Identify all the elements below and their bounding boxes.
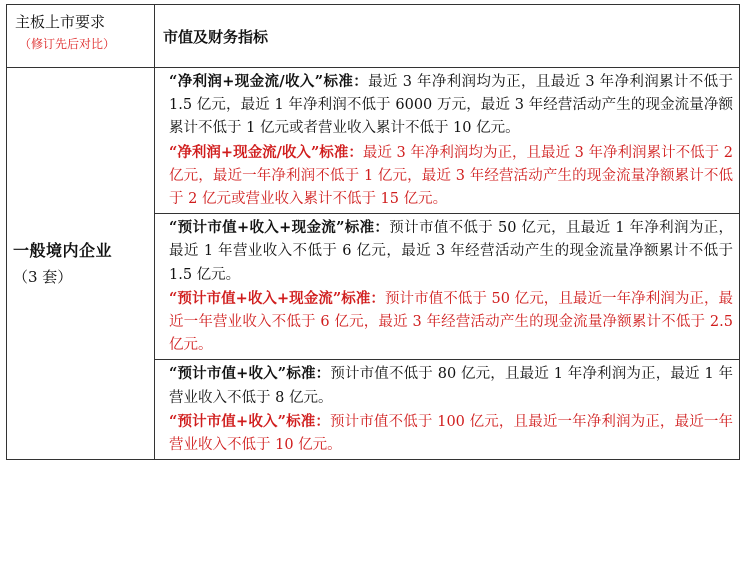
old-criteria [163,216,733,287]
old-criteria [163,362,733,409]
new-criteria-text: 预计市值不低于 100 亿元，且最近一年净利润为正，最近一年营业收入不低于 10 亿元。 [169,413,733,454]
header-right-title: 市值及财务指标 [155,5,740,68]
new-criteria-label: “预计市值+收入”标准： [169,412,330,430]
new-criteria-text: 最近 3 年净利润均为正，且最近 3 年净利润累计不低于 2 亿元，最近一年净利润不低于 1 亿元，最近 3 年经营活动产生的现金流量净额累计不低于 2 亿元或营业收入累计不低于 15 亿元。 [169,144,733,208]
header-left-title: 主板上市要求 [15,13,106,31]
new-criteria [163,410,733,457]
old-criteria [163,70,733,141]
requirements-table [6,4,740,460]
table-header-row [7,5,740,68]
old-criteria-label: “净利润+现金流/收入”标准： [169,73,369,90]
header-left-note: （修订先后对比） [19,37,116,51]
category-cell [7,68,155,460]
new-criteria-label: “预计市值+收入+现金流”标准： [169,289,385,307]
new-criteria-label: “净利润+现金流/收入”标准： [169,143,363,161]
header-left-cell [7,5,155,68]
new-criteria [163,287,733,358]
old-criteria-label: “预计市值+收入+现金流”标准： [169,219,390,237]
category-count: （3 套） [13,267,73,286]
old-criteria-label: “预计市值+收入”标准： [169,365,331,383]
old-criteria-text: 最近 3 年净利润均为正，且最近 3 年净利润累计不低于 1.5 亿元，最近 1 年净利润不低于 6000 万元，最近 3 年经营活动产生的现金流量净额累计不低于 1 亿元或者营业收入累计不低于 10 亿元。 [169,74,734,137]
old-criteria-text: 预计市值不低于 80 亿元，且最近 1 年净利润为正，最近 1 年营业收入不低于 8 亿元。 [169,366,733,406]
criteria-cell-1 [155,68,740,214]
criteria-cell-2 [155,214,740,360]
old-criteria-text: 预计市值不低于 50 亿元，且最近 1 年净利润为正，最近 1 年营业收入不低于 6 亿元，最近 3 年经营活动产生的现金流量净额累计不低于 1.5 亿元。 [169,220,733,283]
criteria-cell-3 [155,360,740,460]
category-name: 一般境内企业 [13,240,113,260]
table-row [7,68,740,214]
new-criteria [163,141,733,212]
new-criteria-text: 预计市值不低于 50 亿元，且最近一年净利润为正，最近一年营业收入不低于 6 亿元，最近 3 年经营活动产生的现金流量净额累计不低于 2.5 亿元。 [169,290,734,354]
